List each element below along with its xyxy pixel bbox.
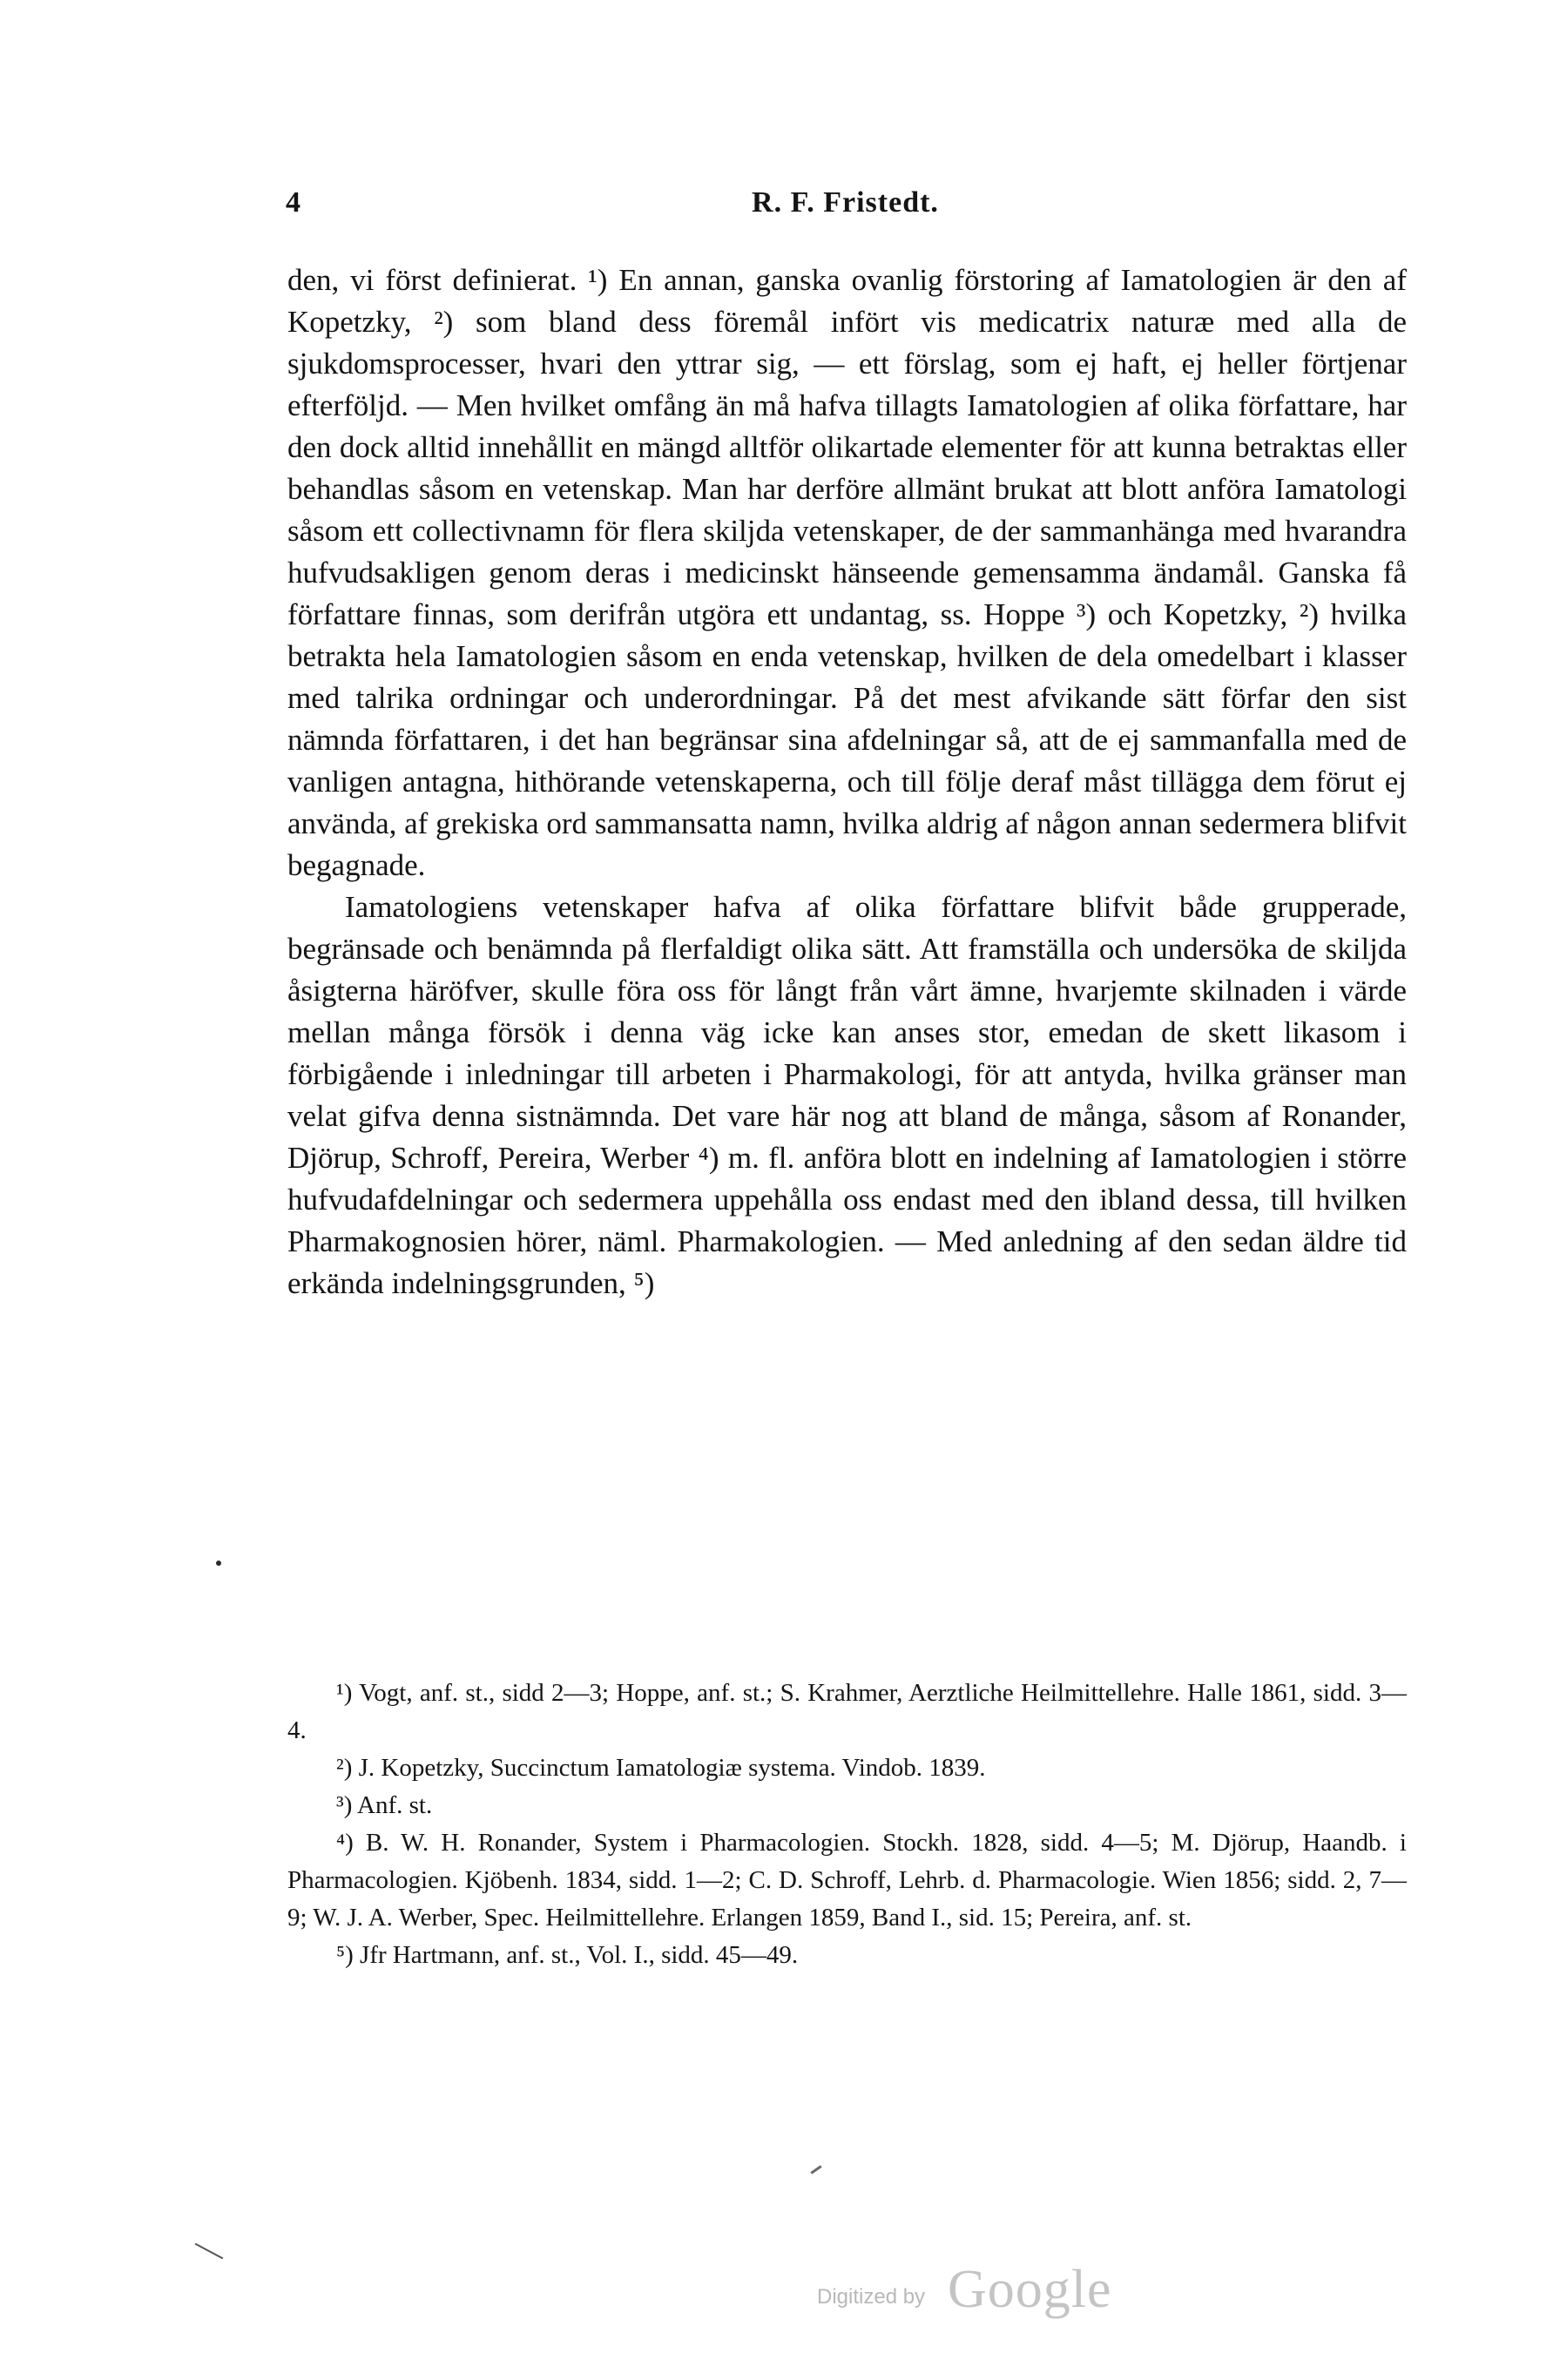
running-head-author: R. F. Fristedt.	[752, 186, 939, 219]
footnote-1: ¹) Vogt, anf. st., sidd 2—3; Hoppe, anf. st.; S. Krahmer, Aerztliche Heilmittellehre. Halle 1861, sidd. 3—4.	[287, 1679, 1407, 1744]
footnote-4: ⁴) B. W. H. Ronander, System i Pharmacologien. Stockh. 1828, sidd. 4—5; M. Djörup, Haandb. i Pharmacologien. Kjöbenh. 1834, sidd. 1—2; C. D. Schroff, Lehrb. d. Pharmacologie. Wien 1856; sidd. 2, 7—9; W. J. A. Werber, Spec. Heilmittellehre. Erlangen 1859, Band I., sid. 15; Pereira, anf. st.	[287, 1829, 1407, 1932]
footnote-2: ²) J. Kopetzky, Succinctum Iamatologiæ systema. Vindob. 1839.	[336, 1754, 986, 1782]
paragraph: den, vi först definierat. ¹) En annan, ganska ovanlig förstoring af Iamatologien är den af Kopetzky, ²) som bland dess föremål infört vis medicatrix naturæ med alla de sjukdomsprocesser, hvari den yttrar sig, — ett förslag, som ej haft, ej heller förtjenar efterföljd. — Men hvilket omfång än må hafva tillagts Iamatologien af olika författare, har den dock alltid innehållit en mängd alltför olikartade elementer för att kunna betraktas eller behandlas såsom en vetenskap. Man har derföre allmänt brukat att blott anföra Iamatologi såsom ett collectivnamn för flera skiljda vetenskaper, de der sammanhänga med hvarandra hufvudsakligen genom deras i medicinskt hänseende gemensamma ändamål. Ganska få författare finnas, som derifrån utgöra ett undantag, ss. Hoppe ³) och Kopetzky, ²) hvilka betrakta hela Iamatologien såsom en enda vetenskap, hvilken de dela omedelbart i klasser med talrika ordningar och underordningar. På det mest afvikande sätt förfar den sist nämnda författaren, i det han begränsar sina afdelningar så, att de ej sammanfalla med de vanligen antagna, hithörande vetenskaperna, och till följe deraf måst tillägga dem förut ej använda, af grekiska ord sammansatta namn, hvilka aldrig af någon annan sedermera blifvit begagnade.	[287, 263, 1407, 882]
paragraph: Iamatologiens vetenskaper hafva af olika författare blifvit både grupperade, begränsade och benämnda på flerfaldigt olika sätt. Att framställa och undersöka de skiljda åsigterna häröfver, skulle föra oss för långt från vårt ämne, hvarjemte skilnaden i värde mellan många försök i denna väg icke kan anses stor, emedan de skett likasom i förbigående i inledningar till arbeten i Pharmakologi, för att antyda, hvilka gränser man velat gifva denna sistnämnda. Det vare här nog att bland de många, såsom af Ronander, Djörup, Schroff, Pereira, Werber ⁴) m. fl. anföra blott en indelning af Iamatologien i större hufvudafdelningar och sedermera uppehålla oss endast med den ibland dessa, till hvilken Pharmakognosien hörer, näml. Pharmakologien. — Med anledning af den sedan äldre tid erkända indelningsgrunden, ⁵)	[287, 890, 1407, 1300]
main-text	[287, 260, 1407, 1305]
running-head	[286, 186, 1405, 228]
footnotes	[287, 1675, 1407, 1974]
footnote-5: ⁵) Jfr Hartmann, anf. st., Vol. I., sidd. 45—49.	[336, 1941, 799, 1969]
scan-speck	[216, 1561, 221, 1566]
digitization-watermark	[817, 2259, 1131, 2320]
watermark-prefix: Digitized by	[817, 2285, 926, 2309]
google-logo: Google	[948, 2260, 1112, 2319]
page-number: 4	[286, 186, 300, 219]
scan-speck	[810, 2165, 821, 2174]
footnote-3: ³) Anf. st.	[336, 1791, 433, 1819]
scan-speck	[195, 2243, 224, 2260]
